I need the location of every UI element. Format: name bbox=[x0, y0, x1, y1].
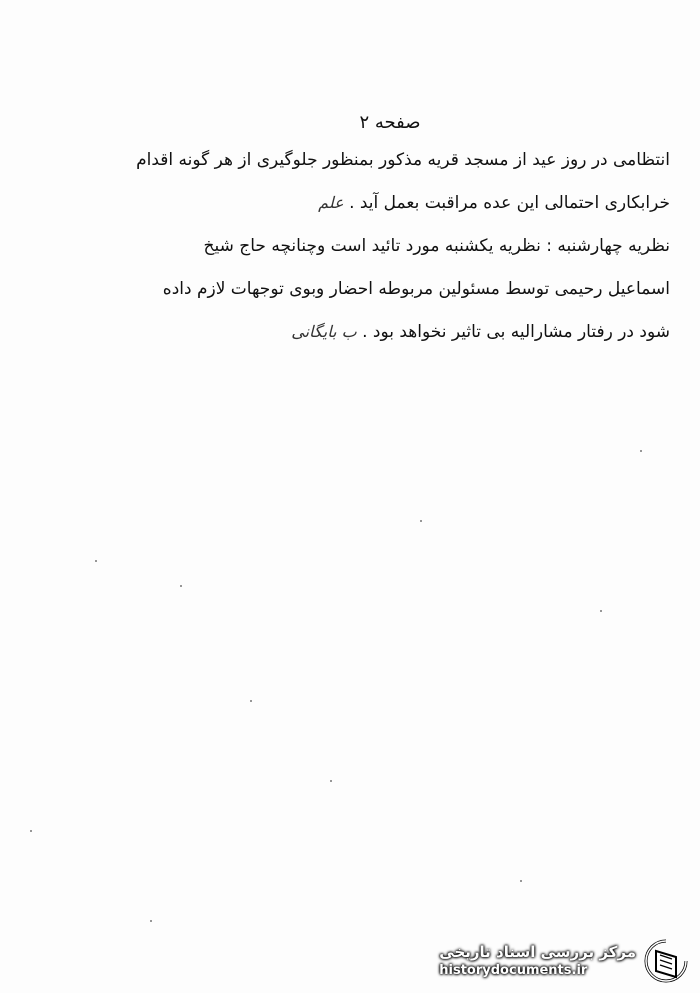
document-body bbox=[40, 150, 670, 365]
text-line-2-content: خرابکاری احتمالی این عده مراقبت بعمل آید . bbox=[349, 193, 670, 213]
scan-speck bbox=[640, 450, 642, 452]
scan-speck bbox=[250, 700, 252, 702]
scan-speck bbox=[180, 585, 182, 587]
scan-speck bbox=[420, 520, 422, 522]
watermark bbox=[439, 937, 690, 985]
watermark-text bbox=[439, 942, 636, 980]
archive-logo-icon bbox=[642, 937, 690, 985]
text-line-5-content: شود در رفتار مشارالیه بی تاثیر نخواهد بود . bbox=[362, 322, 670, 342]
page-number: صفحه ۲ bbox=[359, 112, 421, 133]
scan-speck bbox=[330, 780, 332, 782]
scan-speck bbox=[30, 830, 32, 832]
scan-speck bbox=[520, 880, 522, 882]
text-line-3: نظریه چهارشنبه : نظریه یکشنبه مورد تائید است وچنانچه حاج شیخ bbox=[203, 236, 670, 256]
watermark-title: مرکز بررسی اسناد تاریخی bbox=[439, 943, 636, 961]
text-line-2 bbox=[40, 193, 670, 213]
text-line-5 bbox=[40, 322, 670, 342]
scan-speck bbox=[95, 560, 97, 562]
text-line-1: انتظامی در روز عید از مسجد قریه مذکور بمنظور جلوگیری از هر گونه اقدام bbox=[136, 150, 670, 170]
scan-speck bbox=[600, 610, 602, 612]
watermark-url: historydocuments.ir bbox=[439, 963, 588, 978]
text-line-4: اسماعیل رحیمی توسط مسئولین مربوطه احضار وبوی توجهات لازم داده bbox=[162, 279, 670, 299]
handwritten-note-1: علم bbox=[318, 193, 344, 212]
scan-speck bbox=[150, 920, 152, 922]
handwritten-note-2: ب بایگانی bbox=[291, 322, 357, 341]
